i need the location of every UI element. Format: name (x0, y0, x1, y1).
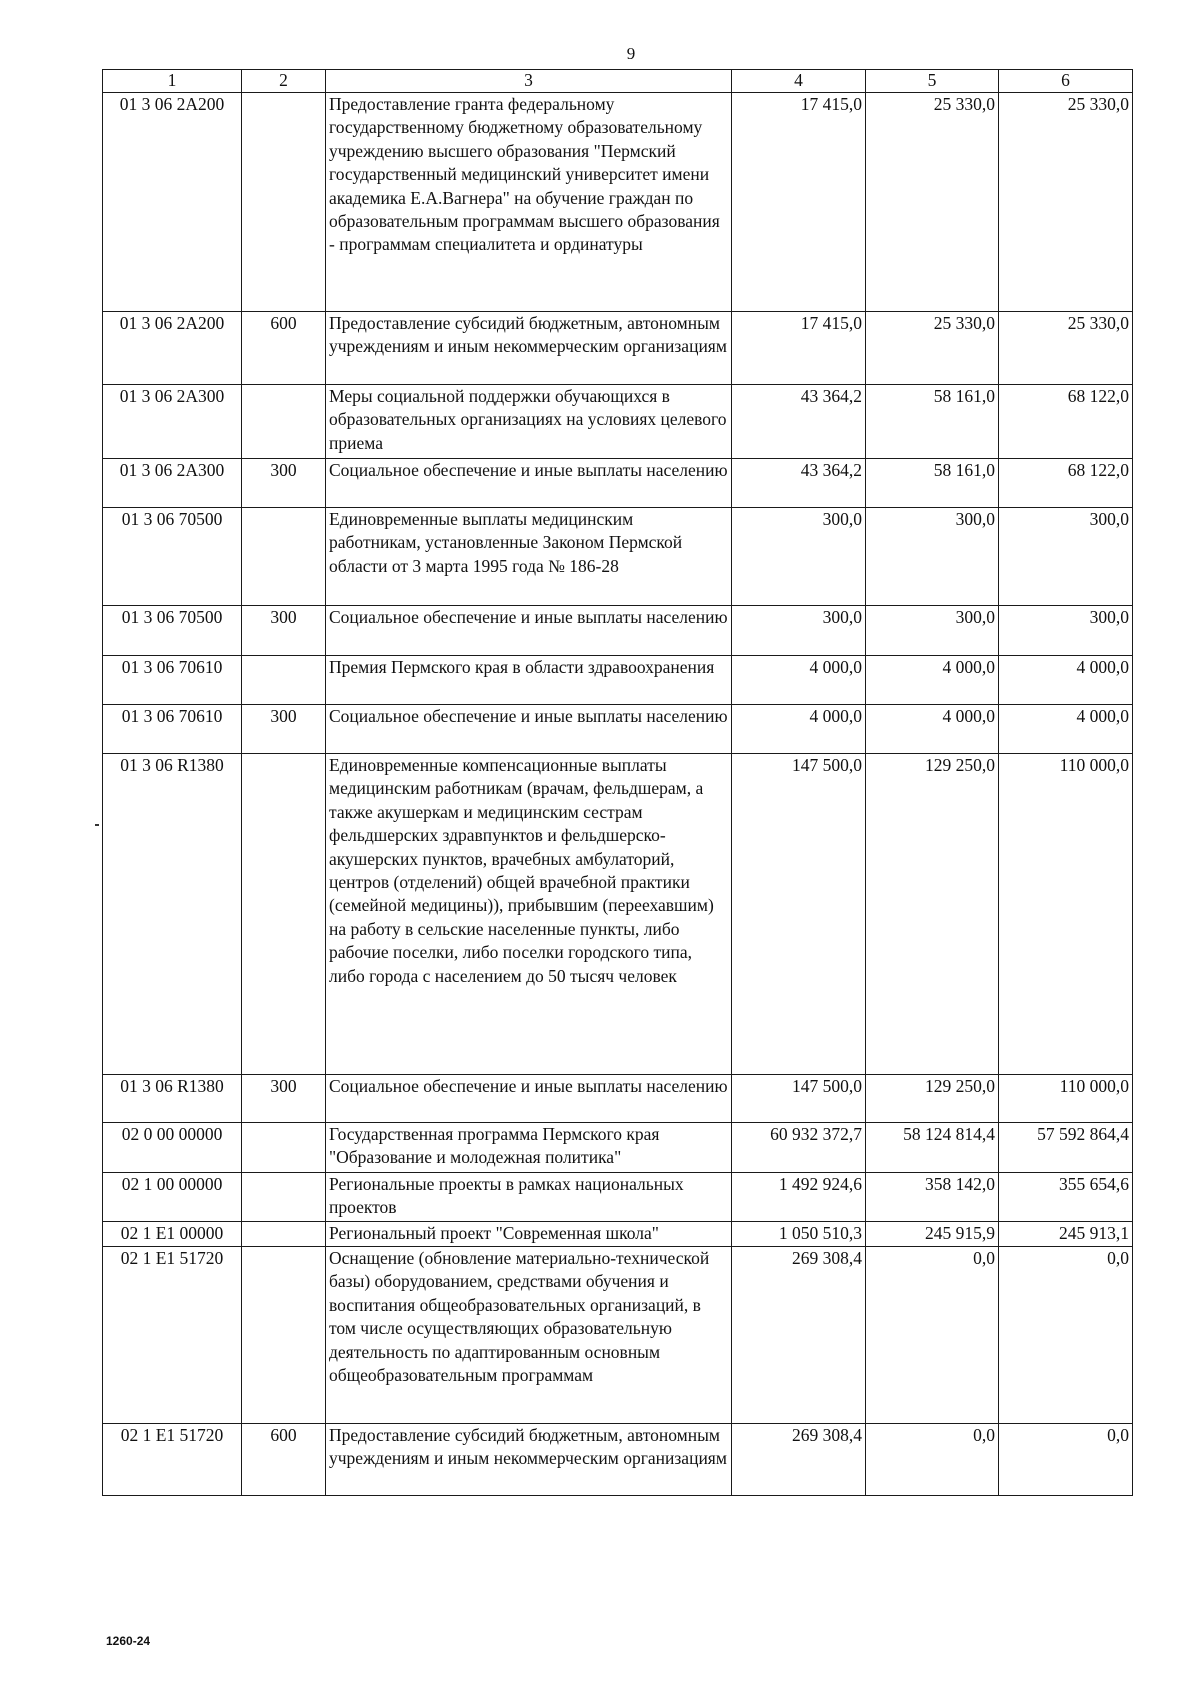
column-header: 3 (326, 70, 732, 93)
table-header-row (103, 70, 1133, 93)
column-header: 1 (103, 70, 242, 93)
row-code: 02 1 00 00000 (103, 1173, 242, 1222)
column-header: 6 (999, 70, 1133, 93)
row-type: 600 (242, 312, 326, 385)
row-value-col4: 269 308,4 (732, 1247, 866, 1424)
row-value-col4: 300,0 (732, 508, 866, 606)
row-value-col6: 4 000,0 (999, 705, 1133, 754)
page-number: 9 (626, 44, 636, 63)
row-type (242, 93, 326, 312)
row-value-col6: 0,0 (999, 1247, 1133, 1424)
row-code: 01 3 06 R1380 (103, 754, 242, 1075)
row-value-col5: 300,0 (866, 508, 999, 606)
row-value-col4: 43 364,2 (732, 385, 866, 459)
row-value-col5: 129 250,0 (866, 1075, 999, 1123)
row-type (242, 1173, 326, 1222)
row-type (242, 656, 326, 705)
row-value-col5: 358 142,0 (866, 1173, 999, 1222)
table-row (103, 1173, 1133, 1222)
row-value-col5: 129 250,0 (866, 754, 999, 1075)
row-value-col5: 4 000,0 (866, 705, 999, 754)
row-name: Предоставление гранта федеральному государственному бюджетному образовательному учреждению высшего образования "Пермский государственный медицинский университет имени академика Е.А.Вагнера" на обучение граждан по образовательным программам высшего образования - программам специалитета и ординатуры (326, 93, 732, 312)
row-value-col4: 1 050 510,3 (732, 1222, 866, 1247)
row-code: 01 3 06 70610 (103, 656, 242, 705)
column-header: 4 (732, 70, 866, 93)
table-row (103, 606, 1133, 656)
table-row (103, 312, 1133, 385)
table-row (103, 1123, 1133, 1173)
row-value-col6: 110 000,0 (999, 1075, 1133, 1123)
table-row (103, 705, 1133, 754)
row-value-col5: 58 161,0 (866, 385, 999, 459)
row-code: 01 3 06 2A200 (103, 312, 242, 385)
row-code: 01 3 06 2A300 (103, 385, 242, 459)
row-name: Региональные проекты в рамках национальных проектов (326, 1173, 732, 1222)
table-row (103, 459, 1133, 508)
row-value-col4: 147 500,0 (732, 754, 866, 1075)
row-code: 02 1 E1 51720 (103, 1424, 242, 1496)
row-code: 01 3 06 70500 (103, 606, 242, 656)
row-value-col5: 0,0 (866, 1247, 999, 1424)
row-value-col4: 43 364,2 (732, 459, 866, 508)
row-code: 01 3 06 R1380 (103, 1075, 242, 1123)
table-row (103, 93, 1133, 312)
table-row (103, 508, 1133, 606)
row-value-col5: 245 915,9 (866, 1222, 999, 1247)
row-type (242, 1123, 326, 1173)
table-row (103, 1424, 1133, 1496)
row-name: Социальное обеспечение и иные выплаты населению (326, 1075, 732, 1123)
row-value-col6: 68 122,0 (999, 385, 1133, 459)
row-code: 01 3 06 70610 (103, 705, 242, 754)
scan-artifact (95, 824, 99, 826)
row-value-col6: 245 913,1 (999, 1222, 1133, 1247)
row-value-col4: 147 500,0 (732, 1075, 866, 1123)
column-header: 2 (242, 70, 326, 93)
table-row (103, 1075, 1133, 1123)
row-value-col4: 269 308,4 (732, 1424, 866, 1496)
row-name: Единовременные компенсационные выплаты медицинским работникам (врачам, фельдшерам, а также акушеркам и медицинским сестрам фельдшерских здравпунктов и фельдшерско-акушерских пунктов, врачебных амбулаторий, центров (отделений) общей врачебной практики (семейной медицины)), прибывшим (переехавшим) на работу в сельские населенные пункты, либо рабочие поселки, либо поселки городского типа, либо города с населением до 50 тысяч человек (326, 754, 732, 1075)
table-row (103, 656, 1133, 705)
row-name: Социальное обеспечение и иные выплаты населению (326, 606, 732, 656)
row-value-col4: 300,0 (732, 606, 866, 656)
row-value-col5: 25 330,0 (866, 93, 999, 312)
row-value-col6: 0,0 (999, 1424, 1133, 1496)
row-value-col6: 4 000,0 (999, 656, 1133, 705)
row-value-col5: 58 124 814,4 (866, 1123, 999, 1173)
row-value-col6: 300,0 (999, 508, 1133, 606)
row-type: 300 (242, 705, 326, 754)
table-row (103, 1247, 1133, 1424)
row-value-col4: 17 415,0 (732, 312, 866, 385)
row-name: Единовременные выплаты медицинским работникам, установленные Законом Пермской области от 3 марта 1995 года № 186-28 (326, 508, 732, 606)
row-type (242, 508, 326, 606)
row-name: Государственная программа Пермского края "Образование и молодежная политика" (326, 1123, 732, 1173)
row-name: Социальное обеспечение и иные выплаты населению (326, 459, 732, 508)
row-value-col4: 60 932 372,7 (732, 1123, 866, 1173)
row-value-col5: 4 000,0 (866, 656, 999, 705)
row-name: Меры социальной поддержки обучающихся в образовательных организациях на условиях целевого приема (326, 385, 732, 459)
row-type: 600 (242, 1424, 326, 1496)
row-value-col4: 4 000,0 (732, 656, 866, 705)
row-value-col5: 0,0 (866, 1424, 999, 1496)
row-name: Социальное обеспечение и иные выплаты населению (326, 705, 732, 754)
row-name: Премия Пермского края в области здравоохранения (326, 656, 732, 705)
row-type: 300 (242, 459, 326, 508)
table-row (103, 1222, 1133, 1247)
row-code: 02 0 00 00000 (103, 1123, 242, 1173)
row-name: Оснащение (обновление материально-технической базы) оборудованием, средствами обучения и воспитания общеобразовательных организаций, в том числе осуществляющих образовательную деятельность по адаптированным основным общеобразовательным программам (326, 1247, 732, 1424)
row-name: Предоставление субсидий бюджетным, автономным учреждениям и иным некоммерческим организациям (326, 1424, 732, 1496)
table-row (103, 754, 1133, 1075)
row-type (242, 1247, 326, 1424)
row-type: 300 (242, 1075, 326, 1123)
table-row (103, 385, 1133, 459)
row-type (242, 754, 326, 1075)
row-value-col5: 58 161,0 (866, 459, 999, 508)
row-value-col6: 300,0 (999, 606, 1133, 656)
row-type (242, 1222, 326, 1247)
row-code: 01 3 06 2A300 (103, 459, 242, 508)
row-value-col5: 300,0 (866, 606, 999, 656)
budget-table (102, 69, 1133, 1496)
row-code: 01 3 06 70500 (103, 508, 242, 606)
row-value-col5: 25 330,0 (866, 312, 999, 385)
row-value-col4: 4 000,0 (732, 705, 866, 754)
column-header: 5 (866, 70, 999, 93)
row-value-col6: 110 000,0 (999, 754, 1133, 1075)
row-type (242, 385, 326, 459)
row-value-col6: 25 330,0 (999, 312, 1133, 385)
row-value-col6: 57 592 864,4 (999, 1123, 1133, 1173)
row-value-col6: 355 654,6 (999, 1173, 1133, 1222)
document-footer-code: 1260-24 (106, 1634, 151, 1648)
row-name: Региональный проект "Современная школа" (326, 1222, 732, 1247)
row-type: 300 (242, 606, 326, 656)
row-name: Предоставление субсидий бюджетным, автономным учреждениям и иным некоммерческим организациям (326, 312, 732, 385)
row-code: 02 1 E1 51720 (103, 1247, 242, 1424)
row-value-col4: 1 492 924,6 (732, 1173, 866, 1222)
row-value-col4: 17 415,0 (732, 93, 866, 312)
row-code: 02 1 E1 00000 (103, 1222, 242, 1247)
row-value-col6: 68 122,0 (999, 459, 1133, 508)
row-value-col6: 25 330,0 (999, 93, 1133, 312)
row-code: 01 3 06 2A200 (103, 93, 242, 312)
